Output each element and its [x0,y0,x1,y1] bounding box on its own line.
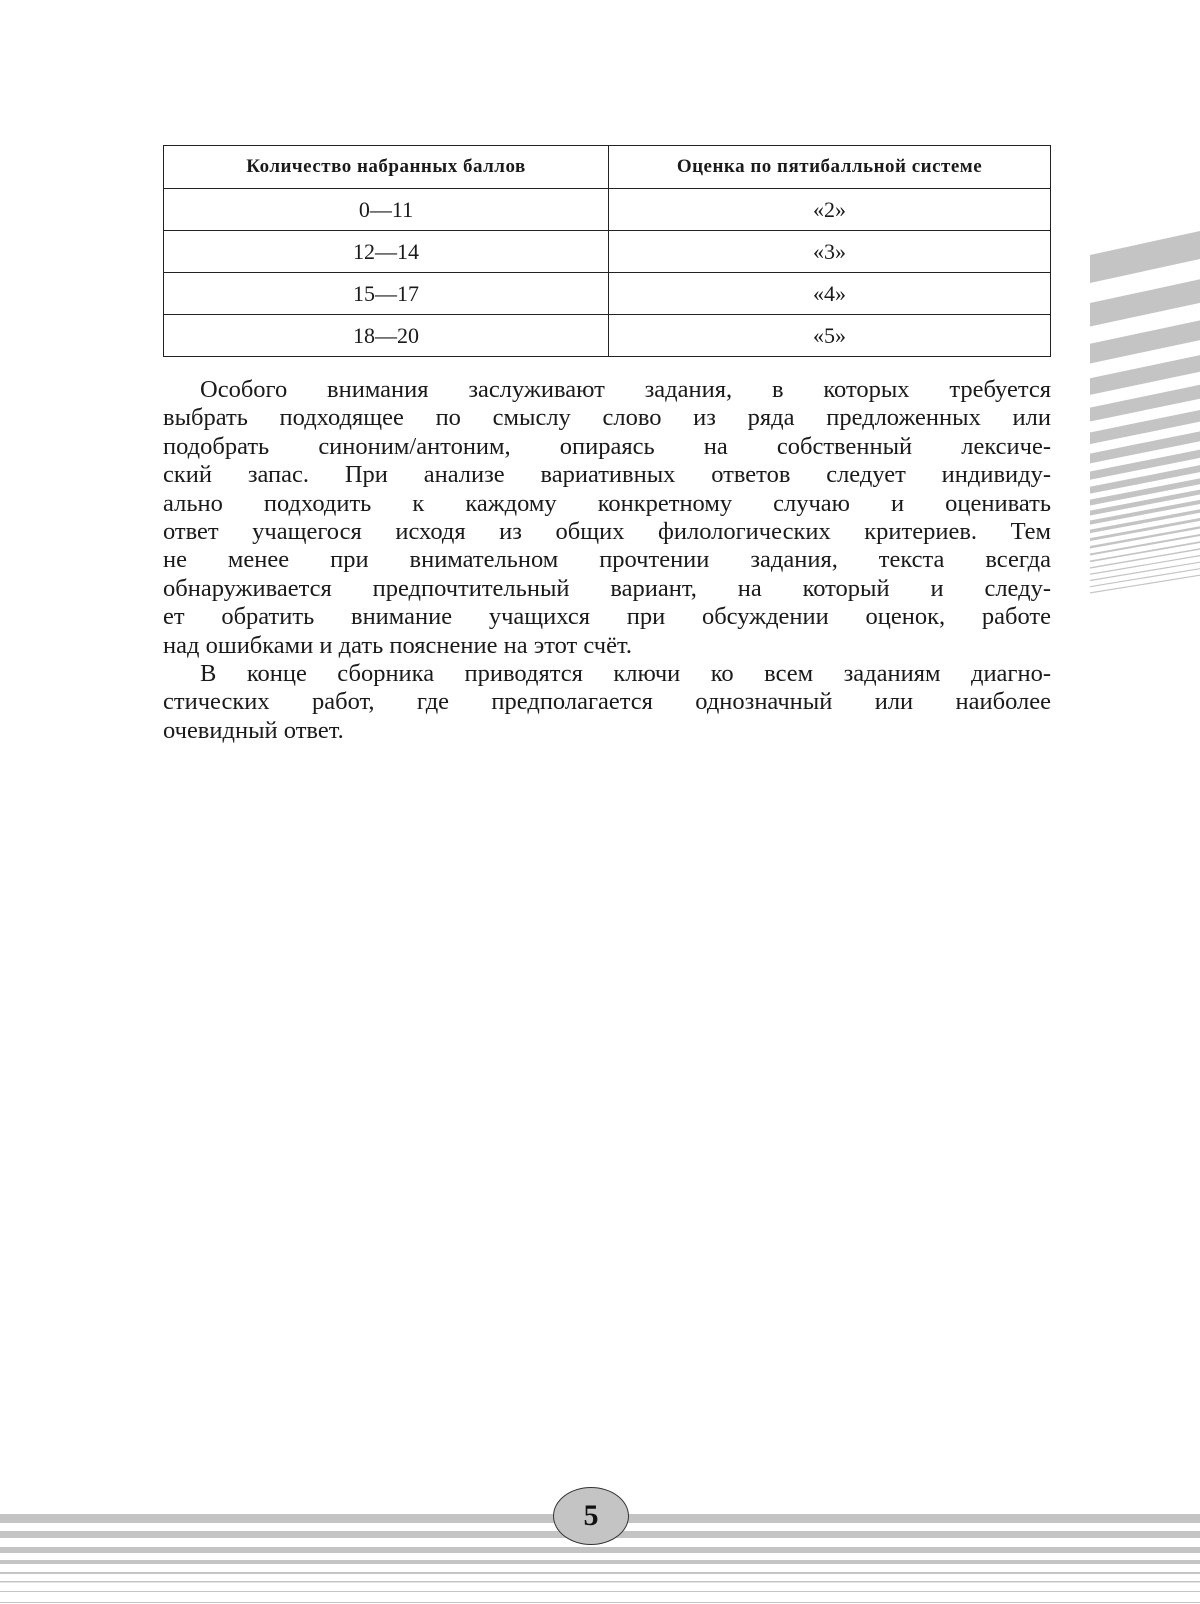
body-text [163,376,1051,745]
table-row [164,231,1051,273]
footer-stripe [0,1581,1200,1583]
footer-stripe [0,1591,1200,1592]
score-range: 0—11 [164,189,609,231]
side-stripe [1090,279,1200,326]
text-line: Особого внимания заслуживают задания, в которых требуется [200,376,1051,403]
grade: «4» [609,273,1051,315]
grading-table [163,145,1051,357]
footer-stripe [0,1572,1200,1574]
table-row [164,315,1051,357]
footer-stripe [0,1602,1200,1603]
text-line: стических работ, где предполагается однозначный или наиболее [163,688,1051,716]
page-number: 5 [553,1487,629,1545]
side-stripe [1090,320,1200,363]
table-header-row [164,146,1051,189]
text-line: выбрать подходящее по смыслу слово из ряда предложенных или [163,404,1051,432]
text-line: над ошибками и дать пояснение на этот счёт. [163,631,632,659]
text-line: В конце сборника приводятся ключи ко всем заданиям диагно- [200,660,1051,688]
table-row [164,273,1051,315]
grade: «3» [609,231,1051,273]
grade: «2» [609,189,1051,231]
text-line: ет обратить внимание учащихся при обсуждении оценок, работе [163,603,1051,631]
grade: «5» [609,315,1051,357]
score-range: 12—14 [164,231,609,273]
paragraph [163,376,1051,660]
side-stripe [1090,231,1200,283]
column-header: Оценка по пятибалльной системе [609,146,1051,189]
text-line: ответ учащегося исходя из общих филологических критериев. Тем [163,518,1051,546]
footer-stripe [0,1560,1200,1564]
text-line: очевидный ответ. [163,716,344,744]
text-line: ально подходить к каждому конкретному случаю и оценивать [163,489,1051,517]
score-range: 15—17 [164,273,609,315]
column-header: Количество набранных баллов [164,146,609,189]
table-row [164,189,1051,231]
footer-stripe [0,1547,1200,1553]
paragraph [163,660,1051,745]
text-line: ский запас. При анализе вариативных ответов следует индивиду- [163,461,1051,489]
text-line: подобрать синоним/антоним, опираясь на собственный лексиче- [163,432,1051,460]
score-range: 18—20 [164,315,609,357]
text-line: обнаруживается предпочтительный вариант, на который и следу- [163,574,1051,602]
text-line: не менее при внимательном прочтении задания, текста всегда [163,546,1051,574]
